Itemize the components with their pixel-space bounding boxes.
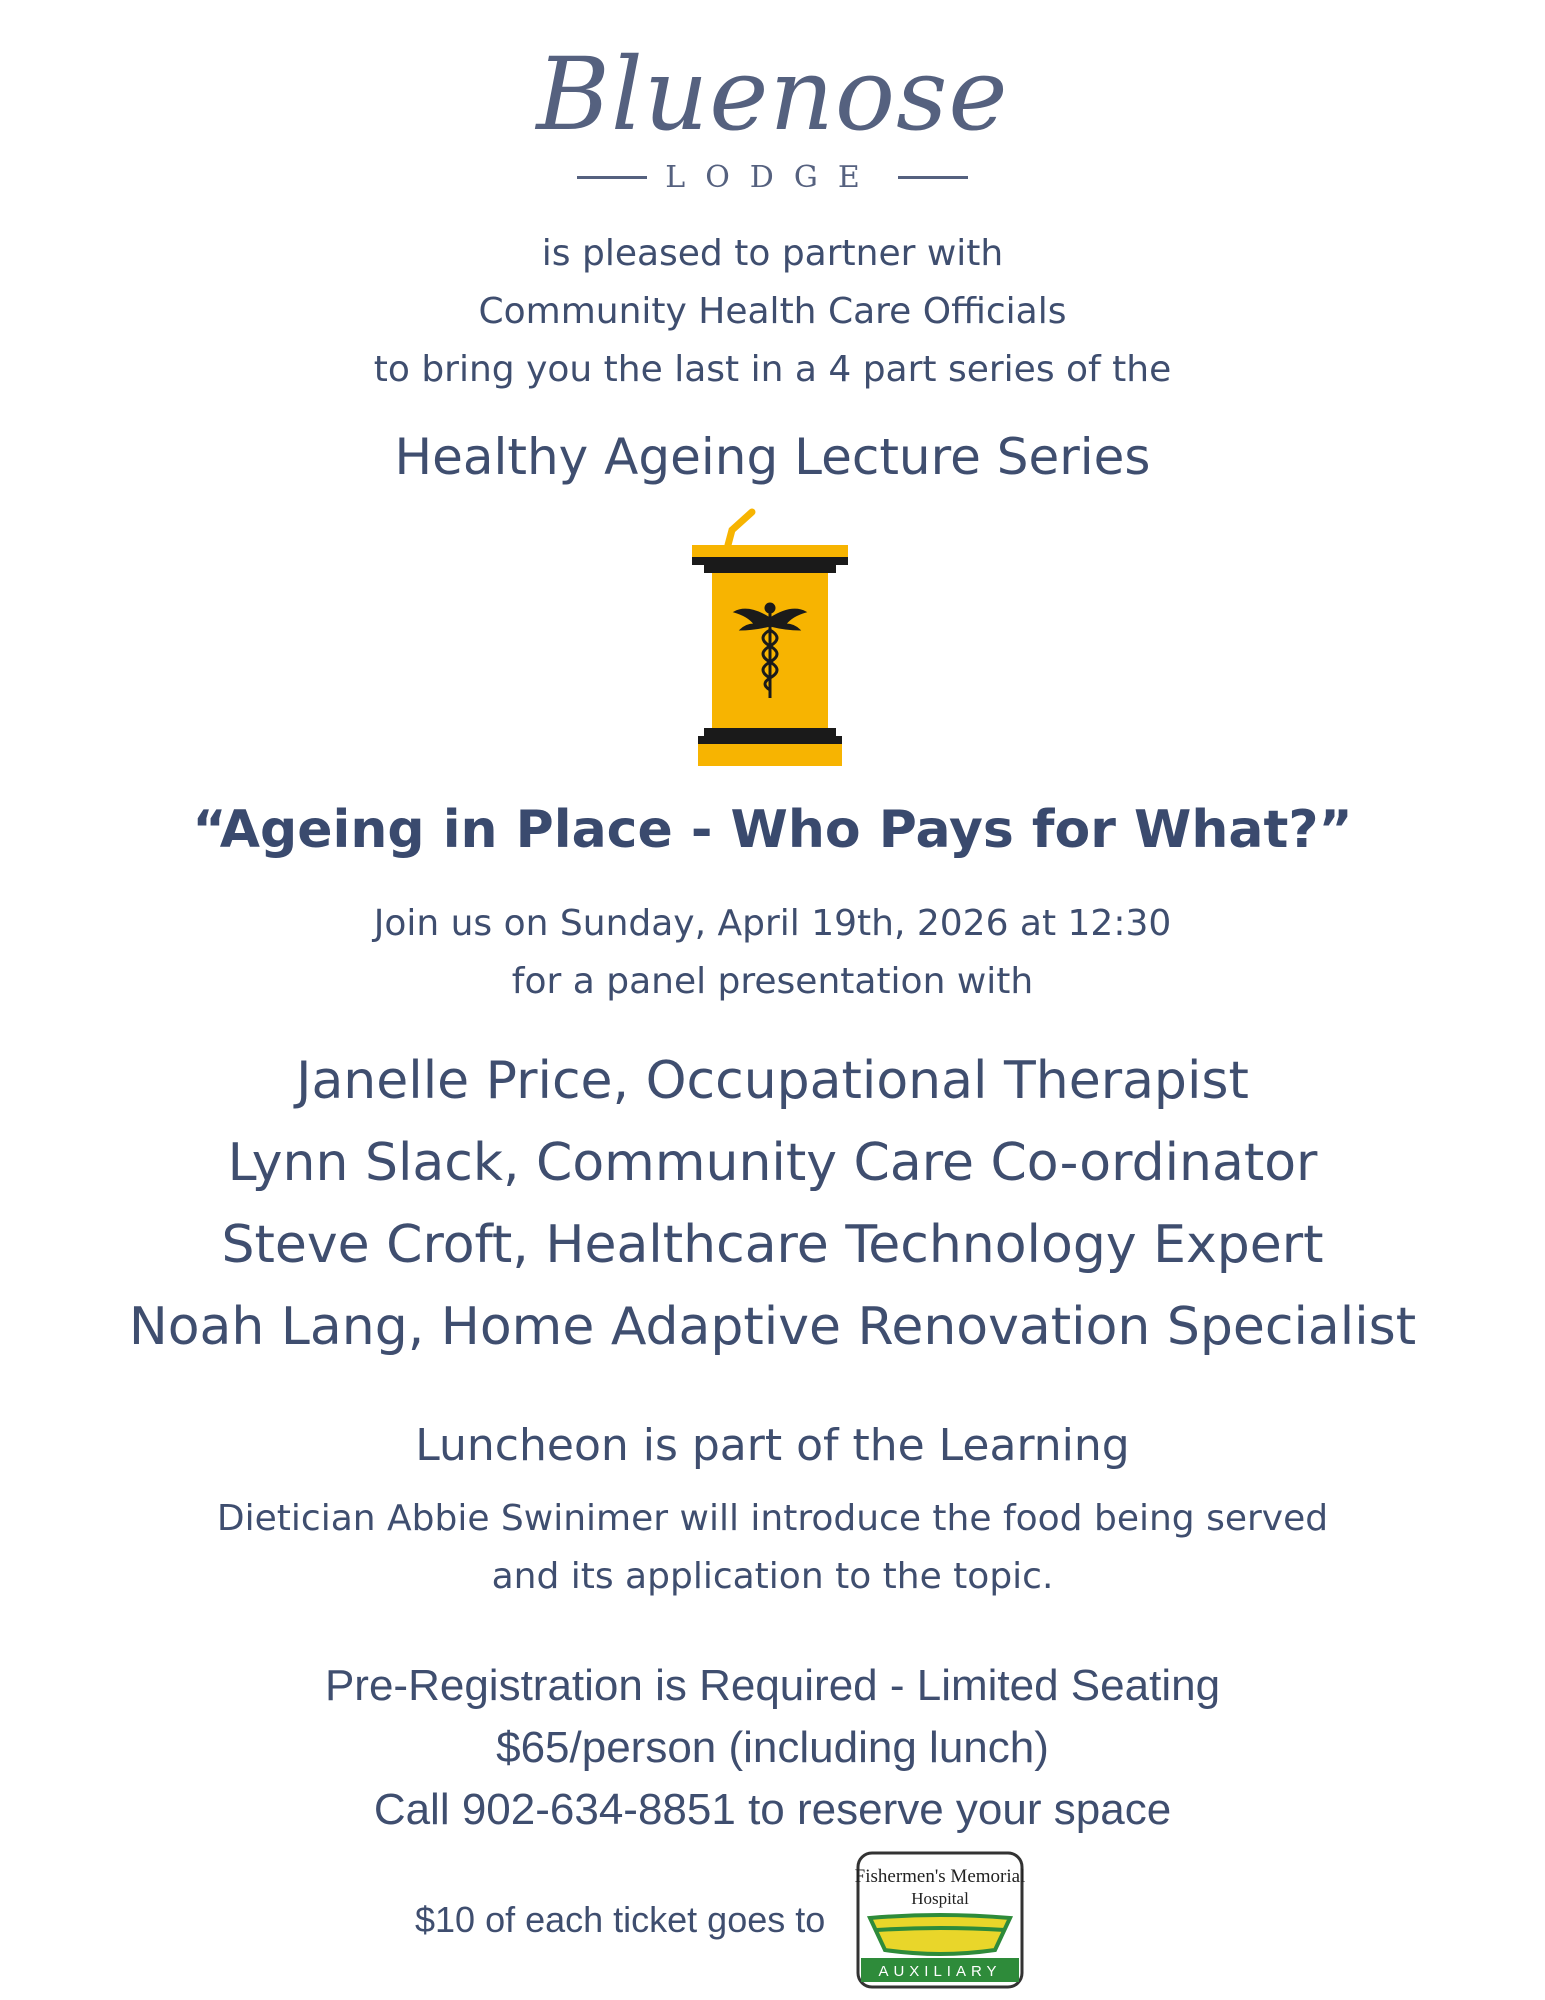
hospital-logo-line2: Hospital [911, 1889, 970, 1908]
registration-phone: Call 902-634-8851 to reserve your space [373, 1785, 1172, 1834]
join-line-2: for a panel presentation with [511, 961, 1034, 1002]
lodge-logo-sub-text: LODGE [665, 160, 880, 195]
luncheon-desc-line-2: and its application to the topic. [491, 1556, 1054, 1597]
lodge-logo-sub [0, 160, 1545, 195]
series-title: Healthy Ageing Lecture Series [394, 428, 1151, 486]
luncheon-description [0, 1490, 1545, 1606]
donation-text: $10 of each ticket goes to [415, 1899, 826, 1940]
podium-icon [690, 500, 850, 770]
luncheon-title: Luncheon is part of the Learning [415, 1420, 1130, 1471]
intro-line-2: Community Health Care Officials [478, 291, 1067, 332]
panelist-item: Janelle Price, Occupational Therapist [296, 1051, 1249, 1111]
intro-line-1: is pleased to partner with [541, 233, 1004, 274]
join-line-1: Join us on Sunday, April 19th, 2026 at 12:30 [373, 903, 1172, 944]
hospital-logo-band: AUXILIARY [878, 1963, 1002, 1980]
panelist-item: Steve Croft, Healthcare Technology Expert [221, 1215, 1324, 1275]
registration-info [0, 1655, 1545, 1841]
logo-rule-right [898, 176, 968, 179]
intro-text [0, 225, 1545, 399]
panelist-list [0, 1040, 1545, 1368]
join-text [0, 895, 1545, 1011]
hospital-logo-line1: Fishermen's Memorial [855, 1866, 1026, 1887]
luncheon-desc-line-1: Dietician Abbie Swinimer will introduce the food being served [216, 1498, 1329, 1539]
lodge-logo-script: Bluenose [536, 36, 1009, 153]
logo-rule-left [577, 176, 647, 179]
registration-required: Pre-Registration is Required - Limited Seating [324, 1661, 1221, 1710]
event-title: “Ageing in Place - Who Pays for What?” [192, 800, 1353, 860]
intro-line-3: to bring you the last in a 4 part series of the [373, 349, 1172, 390]
registration-price: $65/person (including lunch) [496, 1723, 1049, 1772]
hospital-auxiliary-logo [855, 1850, 1025, 1990]
panelist-item: Lynn Slack, Community Care Co-ordinator [227, 1133, 1318, 1193]
donation-row [415, 1850, 1025, 1990]
panelist-item: Noah Lang, Home Adaptive Renovation Specialist [128, 1297, 1417, 1357]
